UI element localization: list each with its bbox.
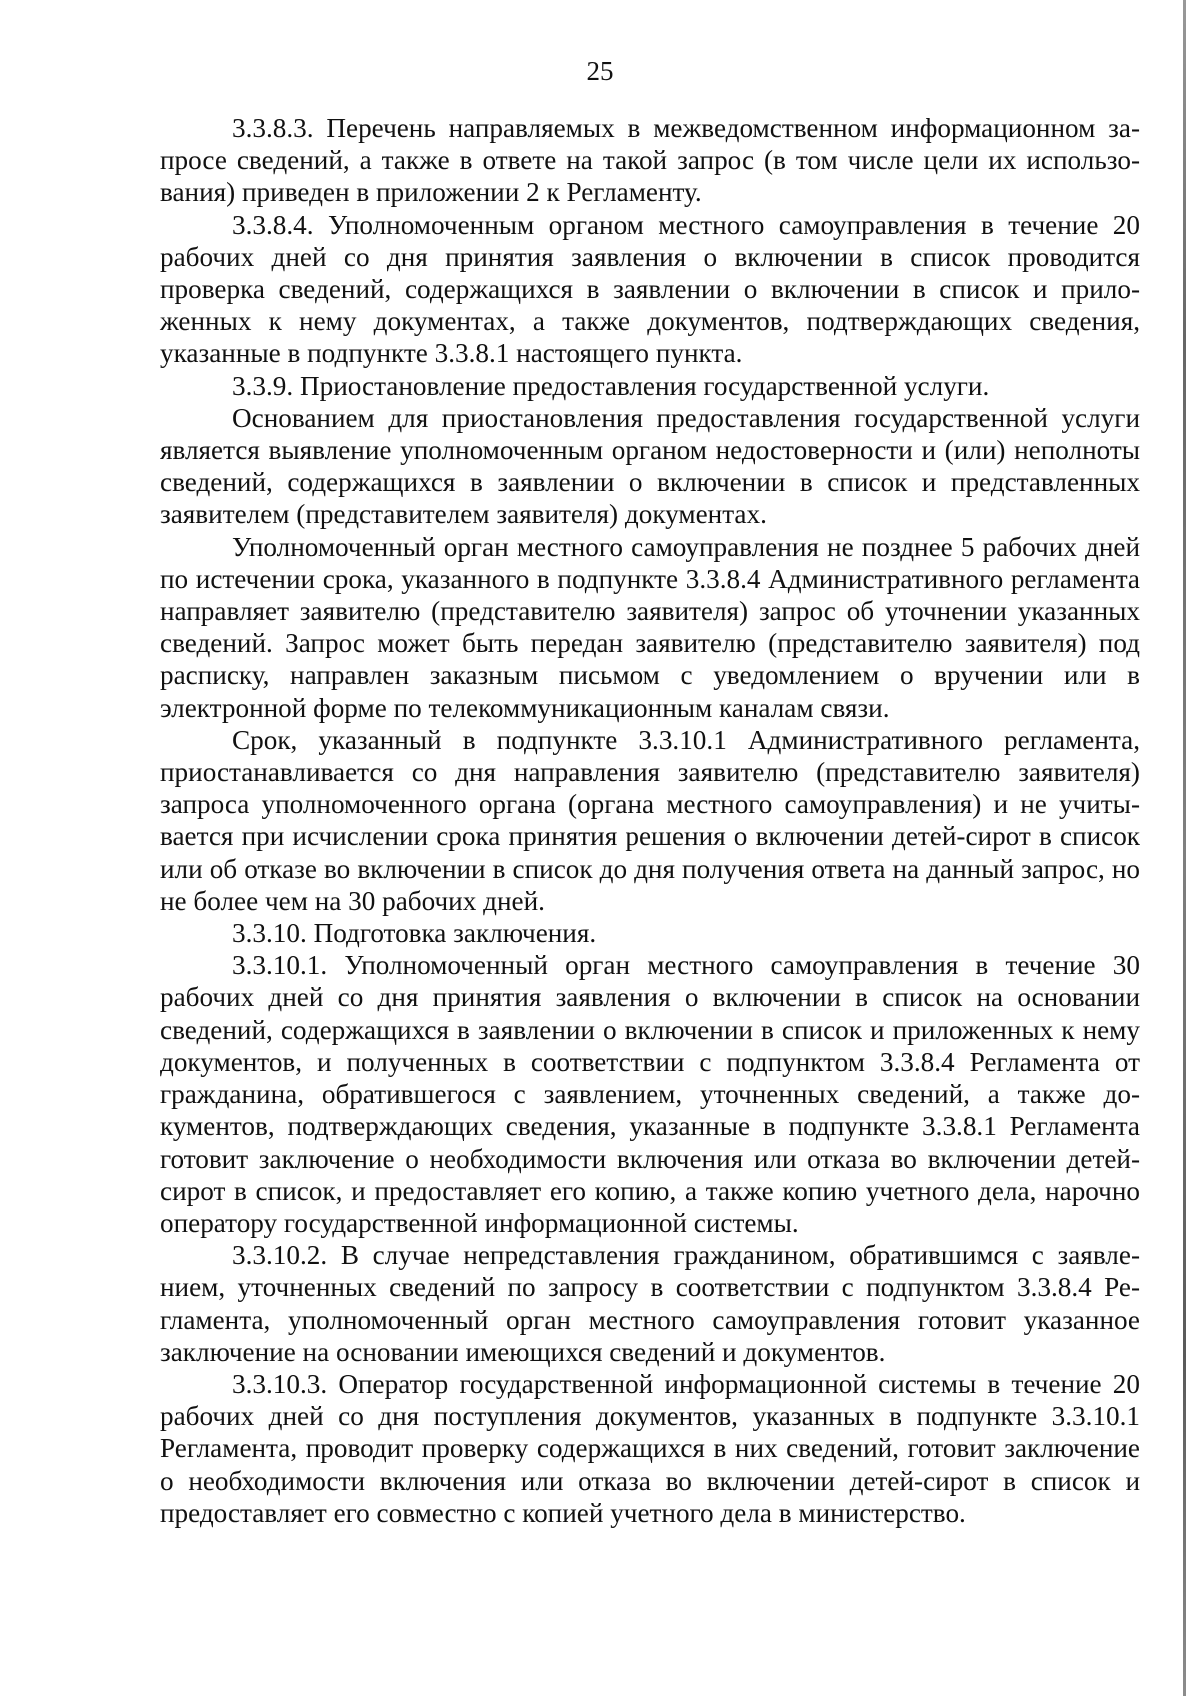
paragraph-3-3-10-3: 3.3.10.3. Оператор государственной информационной системы в течение 20 рабочих дней со дня поступления документов, указанных в подпункте 3.3.10.1 Регламента, проводит проверку содержащихся в них сведений, готовит заключение о необходимости включения или отказа во включении детей-сирот в список и предоставляет его совместно с копией учетного дела в министерство. [160,1368,1140,1528]
paragraph-3-3-9-heading: 3.3.9. Приостановление предоставления государственной услуги. [232,370,990,401]
paragraph-3-3-10-heading: 3.3.10. Подготовка заключения. [232,918,597,949]
paragraph-suspension-grounds: Основанием для приостановления предоставления государственной услуги является выявление уполномоченным органом недостоверности и (или) неполноты сведений, содержащихся в заявлении о включении в список и представленных заявителем (представителем заявителя) документах. [160,402,1140,530]
paragraph-3-3-8-3: 3.3.8.3. Перечень направляемых в межведомственном информационном запросе сведений, а также в ответе на такой запрос (в том числе цели их использования) приведен в приложении 2 к Регламенту. [160,113,1140,208]
scan-edge-shadow [1183,0,1186,1696]
paragraph-3-3-10-1: 3.3.10.1. Уполномоченный орган местного самоуправления в течение 30 рабочих дней со дня принятия заявления о включении в список на основании сведений, содержащихся в заявлении о включении в список и приложенных к нему документов, и полученных в соответствии с подпунктом 3.3.8.4 Регламента от гражданина, обратившегося с заявлением, уточненных сведений, а также документов, подтверждающих сведения, указанные в подпункте 3.3.8.1 Регламента готовит заключение о необходимости включения или отказа во включении детей-сирот в список, и предоставляет его копию, а также копию учетного дела, нарочно оператору государственной информационной системы. [160,950,1140,1238]
paragraph-clarification-request: Уполномоченный орган местного самоуправления не позднее 5 рабочих дней по истечении срока, указанного в подпункте 3.3.8.4 Административного регламента направляет заявителю (представителю заявителя) запрос об уточнении указанных сведений. Запрос может быть передан заявителю (представителю заявителя) под расписку, направлен заказным письмом с уведомлением о вручении или в электронной форме по телекоммуникационным каналам связи. [160,531,1140,723]
paragraph-3-3-10-2: 3.3.10.2. В случае непредставления гражданином, обратившимся с заявлением, уточненных сведений по запросу в соответствии с подпунктом 3.3.8.4 Регламента, уполномоченный орган местного самоуправления готовит указанное заключение на основании имеющихся сведений и документов. [160,1240,1140,1367]
document-body [160,112,1140,1529]
paragraph-3-3-8-4: 3.3.8.4. Уполномоченным органом местного самоуправления в течение 20 рабочих дней со дня принятия заявления о включении в список проводится проверка сведений, содержащихся в заявлении о включении в список и приложенных к нему документах, а также документов, подтверждающих сведения, указанные в подпункте 3.3.8.1 настоящего пункта. [160,209,1140,369]
page-number: 25 [586,56,614,86]
paragraph-term-suspension: Срок, указанный в подпункте 3.3.10.1 Административного регламента, приостанавливается со дня направления заявителю (представителю заявителя) запроса уполномоченного органа (органа местного самоуправления) и не учитывается при исчислении срока принятия решения о включении детей-сирот в список или об отказе во включении в список до дня получения ответа на данный запрос, но не более чем на 30 рабочих дней. [160,724,1140,916]
